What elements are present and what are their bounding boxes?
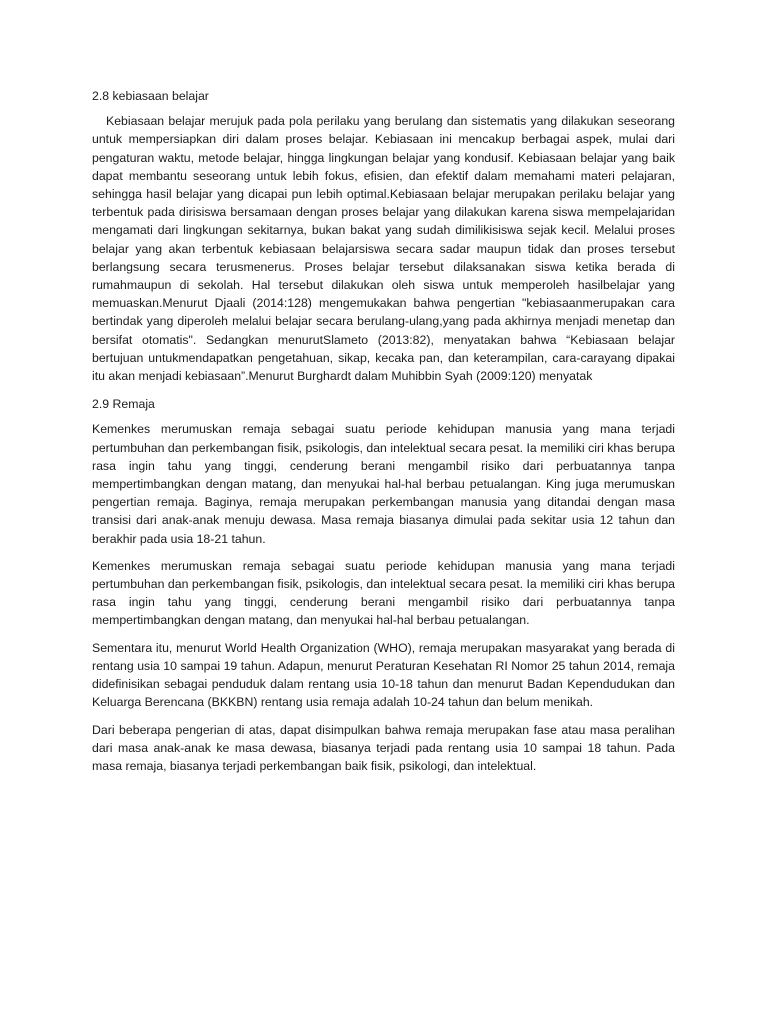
section-heading-2-8: 2.8 kebiasaan belajar xyxy=(92,89,209,103)
paragraph-remaja-4: Dari beberapa pengerian di atas, dapat disimpulkan bahwa remaja merupakan fase atau masa peralihan dari masa anak-anak ke masa dewasa, biasanya terjadi pada rentang usia 10 sampai 18 tahun. Pada masa remaja, biasanya terjadi perkembangan baik fisik, psikologi, dan intelektual. xyxy=(92,722,675,773)
paragraph-remaja-1: Kemenkes merumuskan remaja sebagai suatu periode kehidupan manusia yang mana terjadi pertumbuhan dan perkembangan fisik, psikologis, dan intelektual secara pesat. Ia memiliki ciri khas berupa rasa ingin tahu yang tinggi, cenderung berani mengambil risiko dari perbuatannya tanpa mempertimbangkan dengan matang, dan menyukai hal-hal berbau petualangan. King juga merumuskan pengertian remaja. Baginya, remaja merupakan perkembangan manusia yang ditandai dengan masa transisi dari anak-anak menuju dewasa. Masa remaja biasanya dimulai pada sekitar usia 12 tahun dan berakhir pada usia 18-21 tahun. xyxy=(92,422,675,546)
paragraph-kebiasaan-belajar: Kebiasaan belajar merujuk pada pola perilaku yang berulang dan sistematis yang dilakukan seseorang untuk mempersiapkan diri dalam proses belajar. Kebiasaan ini mencakup berbagai aspek, mulai dari pengaturan waktu, metode belajar, hingga lingkungan belajar yang kondusif. Kebiasaan belajar yang baik dapat membantu seseorang untuk lebih fokus, efisien, dan efektif dalam memahami materi pelajaran, sehingga hasil belajar yang dicapai pun lebih optimal.Kebiasaan belajar merupakan perilaku belajar yang terbentuk pada dirisiswa bersamaan dengan proses belajar yang dilakukan karena siswa mempelajaridan mengamati dari lingkungan sekitarnya, bukan bakat yang sudah dimilikisiswa sejak kecil. Melalui proses belajar yang akan terbentuk kebiasaan belajarsiswa secara sadar maupun tidak dan proses tersebut berlangsung secara terusmenerus. Proses belajar tersebut dilaksanakan siswa ketika berada di rumahmaupun di sekolah. Hal tersebut dilakukan oleh siswa untuk memperoleh hasilbelajar yang memuaskan.Menurut Djaali (2014:128) mengemukakan bahwa pengertian "kebiasaanmerupakan cara bertindak yang diperoleh melalui belajar secara berulang-ulang,yang pada akhirnya menjadi menetap dan bersifat otomatis". Sedangkan menurutSlameto (2013:82), menyatakan bahwa “Kebiasaan belajar bertujuan untukmendapatkan pengetahuan, sikap, kecaka pan, dan keterampilan, cara-carayang dipakai itu akan menjadi kebiasaan”.Menurut Burghardt dalam Muhibbin Syah (2009:120) menyatak xyxy=(92,114,675,384)
paragraph-remaja-3: Sementara itu, menurut World Health Organization (WHO), remaja merupakan masyarakat yang berada di rentang usia 10 sampai 19 tahun. Adapun, menurut Peraturan Kesehatan RI Nomor 25 tahun 2014, remaja didefinisikan sebagai penduduk dalam rentang usia 10-18 tahun dan menurut Badan Kependudukan dan Keluarga Berencana (BKKBN) rentang usia remaja adalah 10-24 tahun dan belum menikah. xyxy=(92,640,675,710)
paragraph-remaja-2: Kemenkes merumuskan remaja sebagai suatu periode kehidupan manusia yang mana terjadi pertumbuhan dan perkembangan fisik, psikologis, dan intelektual secara pesat. Ia memiliki ciri khas berupa rasa ingin tahu yang tinggi, cenderung berani mengambil risiko dari perbuatannya tanpa mempertimbangkan dengan matang, dan menyukai hal-hal berbau petualangan. xyxy=(92,558,675,628)
document-body xyxy=(92,87,675,784)
section-heading-2-9: 2.9 Remaja xyxy=(92,397,155,412)
